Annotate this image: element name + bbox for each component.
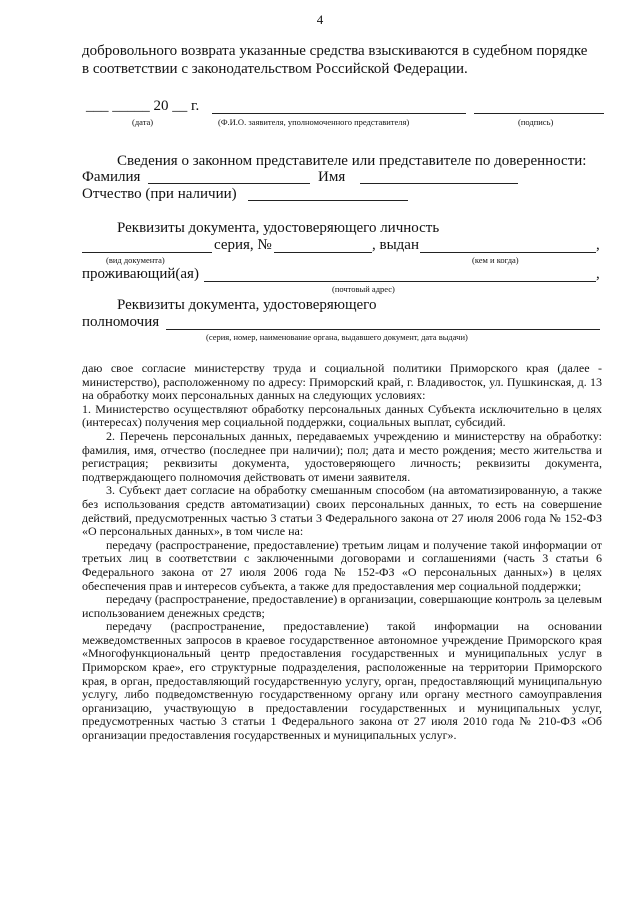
- doc-type-caption: (вид документа): [106, 255, 165, 265]
- page-number: 4: [316, 12, 324, 27]
- surname-field[interactable]: [148, 183, 310, 184]
- issued-by-field[interactable]: [420, 252, 596, 253]
- authority-field[interactable]: [166, 329, 600, 330]
- name-caption: (Ф.И.О. заявителя, уполномоченного представителя): [218, 117, 410, 127]
- surname-label: Фамилия: [82, 169, 141, 185]
- consent-paragraph-transfer-control: передачу (распространение, предоставление) в организации, совершающие контроль за целевым использованием денежных средств;: [82, 592, 602, 620]
- consent-paragraph-transfer-mfc: передачу (распространение, предоставление) такой информации на основании межведомственных запросов в краевое государственное автономное учреждение Приморского края «Многофункциональный центр предоставления государственных и муниципальных услуг в Приморском крае», его структурные подразделения, расположенные на территории Приморского края, в орган, предоставляющий государственную услугу, орган, предоставляющий муниципальную услугу, либо подведомственную государственному органу или органу местного самоуправления организацию, участвующую в предоставлении государственных и муниципальных услуг, предусмотренных частью 3 статьи 1 Федерального закона от 27 июля 2010 года № 210-ФЗ «Об организации предоставления государственных и муниципальных услуг».: [82, 619, 602, 743]
- doc-type-field[interactable]: [82, 252, 212, 253]
- authority-caption: (серия, номер, наименование органа, выдавшего документ, дата выдачи): [206, 332, 468, 342]
- authority-heading-1: Реквизиты документа, удостоверяющего: [117, 297, 377, 313]
- intro-line-2: в соответствии с законодательством Российской Федерации.: [82, 61, 468, 77]
- intro-line-1: добровольного возврата указанные средства взыскиваются в судебном порядке: [82, 43, 588, 59]
- comma-2: ,: [596, 266, 600, 282]
- series-label: серия, №: [214, 237, 272, 253]
- address-field[interactable]: [204, 281, 596, 282]
- comma-1: ,: [596, 237, 600, 253]
- consent-paragraph-1: 1. Министерство осуществляют обработку персональных данных Субъекта исключительно в целях (интересах) получения мер социальной поддержки, социальных выплат, субсидий.: [82, 401, 602, 430]
- name-field[interactable]: [360, 183, 518, 184]
- patronymic-label: Отчество (при наличии): [82, 186, 237, 202]
- authority-heading-2: полномочия: [82, 314, 160, 330]
- issued-by-caption: (кем и когда): [472, 255, 519, 265]
- series-field[interactable]: [274, 252, 372, 253]
- patronymic-field[interactable]: [248, 200, 408, 201]
- consent-paragraph-2: 2. Перечень персональных данных, передаваемых учреждению и министерству на обработку: фамилия, имя, отчество (последнее при наличии); пол; дата и место рождения; место жительства и регистрация; реквизиты документа, удостоверяющего личность; реквизиты документа, подтверждающего полномочия действовать от имени заявителя.: [82, 428, 602, 484]
- consent-text: [82, 362, 602, 743]
- date-field[interactable]: ___ _____ 20 __ г.: [86, 98, 200, 114]
- signature-caption: (подпись): [518, 117, 554, 127]
- name-line[interactable]: [212, 113, 466, 114]
- consent-paragraph-transfer-third: передачу (распространение, предоставление) третьим лицам и получение такой информации от третьих лиц в соответствии с заключенными договорами и соглашениями (часть 3 статьи 6 Федерального закона от 27 июля 2006 года № 152-ФЗ «О персональных данных») в целях обеспечения прав и интересов субъекта, а также для предоставления мер социальной поддержки;: [82, 537, 602, 593]
- representative-heading: Сведения о законном представителе или представителе по доверенности:: [117, 153, 587, 169]
- consent-paragraph-intro: даю свое согласие министерству труда и социальной политики Приморского края (далее - министерство), расположенному по адресу: Приморский край, г. Владивосток, ул. Пушкинская, д. 13 на обработку моих персональных данных на следующих условиях:: [82, 361, 602, 403]
- consent-paragraph-3: 3. Субъект дает согласие на обработку смешанным способом (на автоматизированную, а также без использования средств автоматизации) своих персональных данных, то есть на совершение действий, предусмотренных частью 3 статьи 3 Федерального закона от 27 июля 2006 года № 152-ФЗ «О персональных данных», в том числе на:: [82, 483, 602, 539]
- name-label: Имя: [318, 169, 346, 185]
- signature-line[interactable]: [474, 113, 604, 114]
- identity-heading: Реквизиты документа, удостоверяющего личность: [117, 220, 440, 236]
- date-caption: (дата): [132, 117, 154, 127]
- address-caption: (почтовый адрес): [332, 284, 395, 294]
- residing-label: проживающий(ая): [82, 266, 199, 282]
- issued-label: , выдан: [372, 237, 419, 253]
